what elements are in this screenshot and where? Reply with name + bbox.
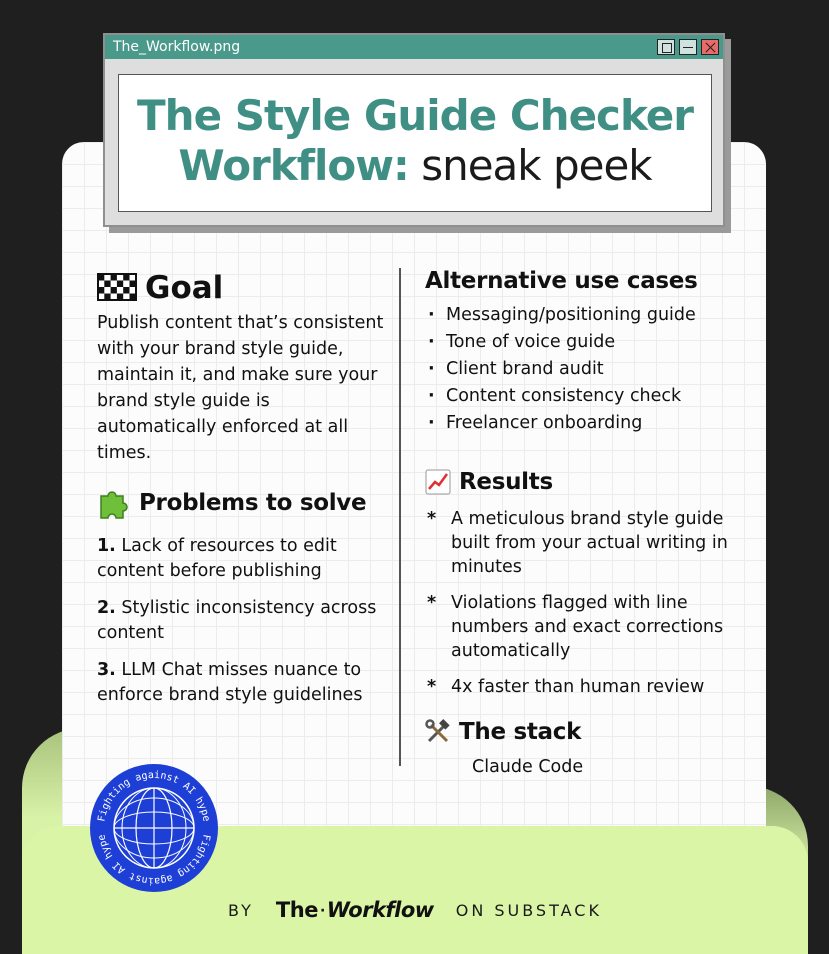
asterisk-icon: * bbox=[427, 593, 437, 613]
problem-num-1: 1. bbox=[97, 536, 116, 556]
problem-num-3: 3. bbox=[97, 660, 116, 680]
hammer-and-wrench-icon bbox=[425, 719, 451, 745]
problem-text-2: Stylistic inconsistency across content bbox=[97, 598, 377, 643]
left-column bbox=[97, 270, 387, 708]
list-item: · Freelancer onboarding bbox=[425, 410, 745, 437]
close-icon[interactable] bbox=[701, 39, 719, 55]
list-item: · Messaging/positioning guide bbox=[425, 302, 745, 329]
footer-credit bbox=[22, 898, 808, 922]
asterisk-icon: * bbox=[427, 677, 437, 697]
list-item bbox=[425, 675, 745, 699]
chart-increasing-icon bbox=[425, 469, 451, 495]
minimize-icon[interactable] bbox=[679, 39, 697, 55]
badge-text-top: Fighting against AI hype bbox=[96, 769, 212, 823]
problem-num-2: 2. bbox=[97, 598, 116, 618]
retro-window bbox=[103, 33, 725, 227]
asterisk-icon: * bbox=[427, 509, 437, 529]
alternatives-heading: Alternative use cases bbox=[425, 268, 698, 294]
results-heading bbox=[425, 469, 745, 495]
window-title: The_Workflow.png bbox=[113, 39, 241, 55]
headline-teal: The Style Guide Checker Workflow: bbox=[137, 91, 693, 190]
brand-the: The bbox=[275, 898, 318, 922]
problem-text-3: LLM Chat misses nuance to enforce brand style guidelines bbox=[97, 660, 363, 705]
result-text-1: A meticulous brand style guide built from your actual writing in minutes bbox=[451, 509, 728, 577]
list-item: · Content consistency check bbox=[425, 383, 745, 410]
column-divider bbox=[399, 268, 401, 766]
result-text-2: Violations flagged with line numbers and exact corrections automatically bbox=[451, 593, 724, 661]
problems-heading bbox=[97, 486, 387, 520]
goal-text: Publish content that’s consistent with your brand style guide, maintain it, and make sure your brand style guide is automatically enforced at all times. bbox=[97, 313, 384, 463]
restore-icon[interactable] bbox=[657, 39, 675, 55]
headline-dark: sneak peek bbox=[421, 141, 652, 190]
list-item bbox=[425, 507, 745, 579]
checkered-flag-icon bbox=[97, 273, 137, 303]
result-text-3: 4x faster than human review bbox=[451, 677, 705, 697]
window-body bbox=[118, 74, 712, 212]
results-title: Results bbox=[459, 469, 553, 495]
problems-title: Problems to solve bbox=[139, 490, 367, 516]
puzzle-piece-icon bbox=[97, 486, 131, 520]
brand-dot: · bbox=[319, 903, 325, 919]
results-list bbox=[425, 507, 745, 699]
list-item: · Client brand audit bbox=[425, 356, 745, 383]
problem-item-2 bbox=[97, 596, 387, 646]
stack-title: The stack bbox=[459, 719, 582, 745]
window-controls bbox=[657, 39, 719, 55]
brand-logo bbox=[276, 898, 434, 922]
right-column bbox=[425, 268, 745, 777]
problem-item-1 bbox=[97, 534, 387, 584]
goal-heading bbox=[97, 270, 387, 306]
footer-by: BY bbox=[228, 900, 254, 920]
stack-heading bbox=[425, 719, 745, 745]
goal-title: Goal bbox=[145, 270, 224, 306]
brand-workflow: Workflow bbox=[326, 898, 434, 922]
list-item: · Tone of voice guide bbox=[425, 329, 745, 356]
footer-on-substack: ON SUBSTACK bbox=[455, 900, 602, 920]
fighting-ai-hype-badge bbox=[88, 762, 220, 894]
window-titlebar[interactable] bbox=[105, 35, 723, 59]
badge-text-bottom: Fighting against AI hype bbox=[96, 833, 212, 887]
problem-item-3 bbox=[97, 658, 387, 708]
list-item bbox=[425, 591, 745, 663]
stack-item: Claude Code bbox=[472, 757, 584, 777]
page-title bbox=[119, 91, 711, 191]
alternatives-list bbox=[425, 302, 745, 437]
problem-text-1: Lack of resources to edit content before publishing bbox=[97, 536, 337, 581]
